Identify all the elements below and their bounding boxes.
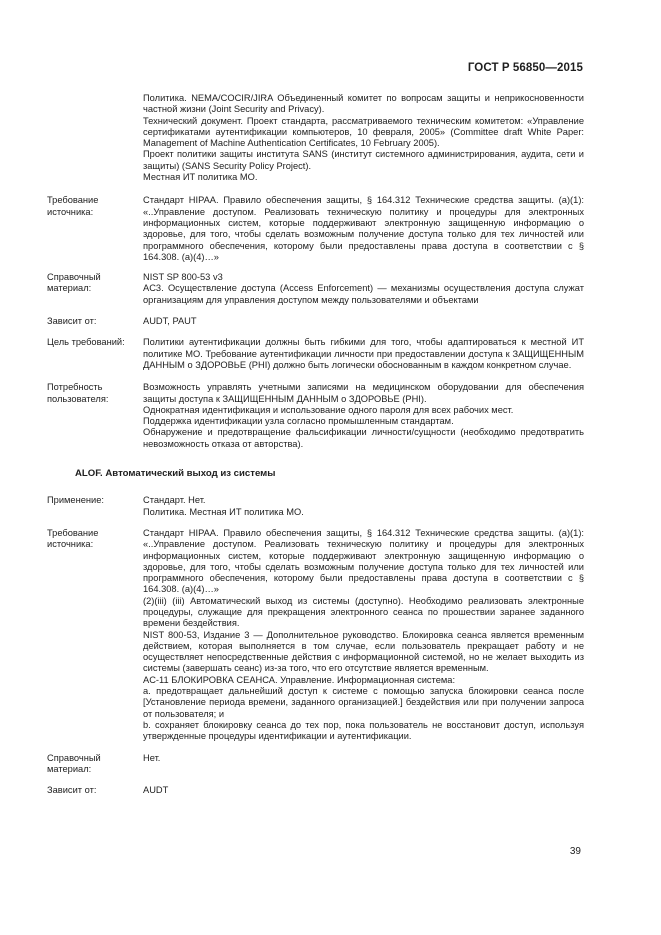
row-body — [143, 495, 584, 518]
requirement-row — [47, 337, 584, 371]
row-paragraph: (2)(iii) (iii) Автоматический выход из системы (доступно). Необходимо реализовать электронные процедуры, служащие для прекращения электронного сеанса по прошествии заранее заданного времени бездействия. — [143, 595, 584, 629]
row-paragraph: b. сохраняет блокировку сеанса до тех пор, пока пользователь не восстановит доступ, используя утвержденные процедуры идентификации и аутентификации. — [143, 719, 584, 742]
row-paragraph: NIST SP 800-53 v3 — [143, 272, 223, 283]
row-paragraph: Стандарт HIPAA. Правило обеспечения защиты, § 164.312 Технические средства защиты. (а)(1): «..Управление доступом. Реализовать техническую политику и процедуры для электронных информационных систем, которые поддерживают электронную защищенную информацию о здоровье, для того, чтобы сделать возможным получение доступа только для тех личностей или программного обеспечения, которому были предоставлены права доступа в соответствии с § 164.308. (а)(4)…» — [143, 195, 584, 262]
row-paragraph: Стандарт HIPAA. Правило обеспечения защиты, § 164.312 Технические средства защиты. (а)(1): «..Управление доступом. Реализовать техническую политику и процедуры для электронных информационных систем, которые поддерживают электронную защищенную информацию о здоровье, для того, чтобы сделать возможным получение доступа только для тех личностей или программного обеспечения, которому были предоставлены права доступа в соответствии с § 164.308. (а)(4)…» — [143, 527, 584, 595]
row-body — [143, 382, 584, 450]
row-paragraph: Обнаружение и предотвращение фальсификации личности/сущности (необходимо предотвратить невозможность отказа от авторства). — [143, 427, 584, 449]
requirement-row — [47, 785, 584, 796]
requirements-table-top — [47, 93, 584, 450]
row-label: Требование источника: — [47, 195, 99, 217]
row-body — [143, 272, 584, 306]
row-paragraph: Политика. NEMA/COCIR/JIRA Объединенный комитет по вопросам защиты и неприкосновенности частной жизни (Joint Security and Privacy). — [143, 93, 584, 115]
section-title: ALOF. Автоматический выход из системы — [75, 468, 276, 480]
requirements-table-alof — [47, 495, 584, 796]
requirement-row — [47, 272, 584, 306]
row-label: Зависит от: — [47, 785, 97, 796]
row-paragraph: Местная ИТ политика МО. — [143, 172, 258, 183]
row-paragraph: Возможность управлять учетными записями на медицинском оборудовании для обеспечения защиты доступа к ЗАЩИЩЕННЫМ ДАННЫМ о ЗДОРОВЬЕ (PHI). — [143, 382, 584, 404]
row-paragraph: Политики аутентификации должны быть гибкими для того, чтобы адаптироваться к местной ИТ политике МО. Требование аутентификации личности при предоставлении доступа к ЗАЩИЩЕННЫМ ДАННЫМ о ЗДОРОВЬЕ (PHI) должно быть логически обоснованным в каждом конкретном случае. — [143, 337, 584, 370]
requirement-row — [47, 93, 584, 183]
row-label: Справочный материал: — [47, 272, 101, 294]
row-paragraph: Технический документ. Проект стандарта, рассматриваемого техническим комитетом: «Управление сертификатами аутентификации компьютеров, 10 февраля, 2005» (Committee draft White Paper: Management of Machine Authentication Certificates, 10 February 2005). — [143, 115, 584, 149]
row-body — [143, 528, 584, 743]
row-paragraph: NIST 800-53, Издание 3 — Дополнительное руководство. Блокировка сеанса является временным действием, которая выполняется в том случае, если пользователь прекращает работу и не осуществляет непосредственные действия с информационной системой, но не желает выходить из системы (завершать сеанс) из-за того, что его отсутствие является временным. — [143, 629, 584, 674]
row-paragraph: Политика. Местная ИТ политика МО. — [143, 506, 304, 517]
document-content — [47, 93, 584, 796]
row-paragraph: Нет. — [143, 752, 161, 763]
requirement-row — [47, 753, 584, 776]
document-code: ГОСТ Р 56850—2015 — [467, 62, 583, 74]
row-paragraph: Поддержка идентификации узла согласно промышленным стандартам. — [143, 416, 454, 427]
row-body — [143, 337, 584, 371]
requirement-row — [47, 528, 584, 743]
requirement-row — [47, 195, 584, 263]
page-number: 39 — [569, 846, 581, 857]
row-body — [143, 316, 584, 327]
row-body — [143, 785, 584, 796]
row-body — [143, 753, 584, 776]
row-paragraph: Однократная идентификация и использование одного пароля для всех рабочих мест. — [143, 404, 514, 415]
requirement-row — [47, 316, 584, 327]
row-label: Требование источника: — [47, 527, 99, 550]
row-paragraph: AC-11 БЛОКИРОВКА СЕАНСА. Управление. Информационная система: — [143, 674, 456, 685]
requirement-row — [47, 382, 584, 450]
row-label: Применение: — [47, 495, 104, 506]
row-body — [143, 195, 584, 263]
row-body — [143, 93, 584, 183]
row-paragraph: а. предотвращает дальнейший доступ к системе с помощью запуска блокировки сеанса после [Установление периода времени, заданного организацией.] бездействия или при получении запроса от пользователя; и — [143, 686, 584, 719]
row-label: Справочный материал: — [47, 752, 101, 774]
row-paragraph: AUDT, PAUT — [143, 316, 197, 327]
requirement-row — [47, 495, 584, 518]
row-label: Зависит от: — [47, 316, 97, 327]
row-paragraph: AC3. Осуществление доступа (Access Enforcement) — механизмы осуществления доступа служат организациям для управления доступом между пользователями и объектами — [143, 283, 584, 305]
row-paragraph: Стандарт. Нет. — [143, 495, 206, 506]
row-label — [47, 93, 143, 183]
row-paragraph: Проект политики защиты института SANS (институт системного администрирования, аудита, сети и защиты) (SANS Security Policy Project). — [143, 149, 584, 171]
row-label: Цель требований: — [47, 337, 125, 348]
row-paragraph: AUDT — [143, 785, 169, 796]
row-label: Потребность пользователя: — [47, 382, 109, 404]
